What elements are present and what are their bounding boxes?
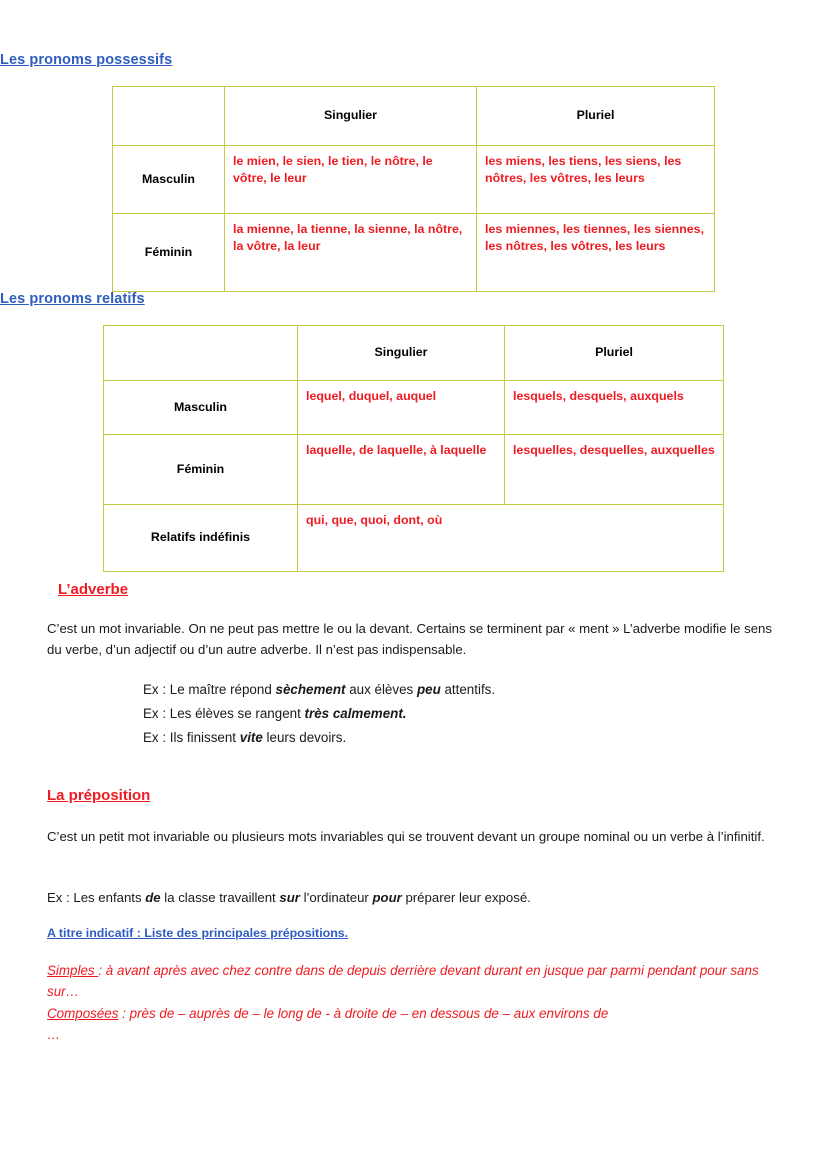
section-title-pronoms-possessifs <box>0 51 828 69</box>
list-composees-line <box>47 1003 787 1024</box>
column-header-singulier: Singulier <box>298 326 505 381</box>
paragraph-adverbe: C’est un mot invariable. On ne peut pas mettre le ou la devant. Certains se terminent par « ment » L’adverbe modifie le sens du verbe, d’un adjectif ou d’un autre adverbe. Il n’est pas indispensable. <box>47 621 772 658</box>
row-label-feminin: Féminin <box>104 435 298 505</box>
example-bold-tres-calmement: très calmement. <box>304 705 407 721</box>
cell-feminin-pluriel: les miennes, les tiennes, les siennes, les nôtres, les vôtres, les leurs <box>477 214 715 292</box>
example-suffix: attentifs. <box>440 682 496 697</box>
example-middle: leurs devoirs. <box>262 729 347 745</box>
heading-preposition-wrapper <box>47 787 150 805</box>
cell-masculin-singulier: lequel, duquel, auquel <box>298 381 505 435</box>
row-label-feminin: Féminin <box>113 214 225 292</box>
table-row <box>104 505 724 572</box>
cell-masculin-pluriel: les miens, les tiens, les siens, les nôtres, les vôtres, les leurs <box>477 146 715 214</box>
column-header-pluriel: Pluriel <box>477 87 715 146</box>
column-header-singulier: Singulier <box>225 87 477 146</box>
list-simples-line <box>47 960 787 1003</box>
table-row <box>104 381 724 435</box>
example-line <box>143 702 743 726</box>
label-composees: Composées <box>47 1005 119 1021</box>
example-bold-de: de <box>145 890 161 905</box>
cell-feminin-singulier: laquelle, de laquelle, à laquelle <box>298 435 505 505</box>
heading-adverbe: L’adverbe <box>58 581 129 598</box>
example-bold-sechement: sèchement <box>275 682 346 697</box>
example-preposition <box>47 887 787 908</box>
example-bold-vite: vite <box>239 729 263 745</box>
table-row <box>113 146 715 214</box>
example-middle: aux élèves <box>345 682 417 697</box>
column-header-pluriel: Pluriel <box>505 326 724 381</box>
example-prefix: Ex : Ils finissent <box>143 729 240 745</box>
example-part-3: l’ordinateur <box>299 890 373 905</box>
cell-masculin-singulier: le mien, le sien, le tien, le nôtre, le vôtre, le leur <box>225 146 477 214</box>
table-row <box>104 435 724 505</box>
examples-adverbe-list <box>143 678 743 750</box>
heading-adverbe-wrapper <box>58 581 128 599</box>
example-line <box>143 726 743 750</box>
example-prefix: Ex : Le maître répond <box>143 682 276 697</box>
example-bold-peu: peu <box>416 682 441 697</box>
table-pronoms-possessifs <box>112 86 715 292</box>
example-bold-pour: pour <box>372 890 402 905</box>
table-pronoms-relatifs <box>103 325 724 572</box>
section-heading: Les pronoms relatifs <box>0 291 145 307</box>
example-bold-sur: sur <box>279 890 300 905</box>
table-header-row <box>113 87 715 146</box>
cell-masculin-pluriel: lesquels, desquels, auxquels <box>505 381 724 435</box>
table-corner-cell <box>104 326 298 381</box>
list-prepositions <box>47 960 787 1046</box>
value-composees: : près de – auprès de – le long de - à droite de – en dessous de – aux environs de <box>118 1005 609 1021</box>
cell-relatifs-indefinis-value: qui, que, quoi, dont, où <box>298 505 724 572</box>
example-prefix: Ex : Les élèves se rangent <box>143 705 305 721</box>
value-simples: : à avant après avec chez contre dans de depuis derrière devant durant en jusque par parmi pendant pour sans sur… <box>47 963 759 1000</box>
cell-feminin-singulier: la mienne, la tienne, la sienne, la nôtre, la vôtre, la leur <box>225 214 477 292</box>
page-title: Les pronoms possessifs <box>0 52 173 68</box>
section-title-pronoms-relatifs <box>0 290 828 308</box>
table-corner-cell <box>113 87 225 146</box>
link-wrapper-prepositions <box>47 924 348 942</box>
label-simples: Simples <box>47 963 99 978</box>
table-row <box>113 214 715 292</box>
row-label-masculin: Masculin <box>104 381 298 435</box>
heading-preposition: La préposition <box>47 787 151 804</box>
example-line <box>143 678 743 702</box>
cell-feminin-pluriel: lesquelles, desquelles, auxquelles <box>505 435 724 505</box>
table-header-row <box>104 326 724 381</box>
link-liste-prepositions[interactable]: A titre indicatif : Liste des principales prépositions. <box>47 926 349 940</box>
list-ellipsis: … <box>47 1027 61 1043</box>
paragraph-preposition: C’est un petit mot invariable ou plusieurs mots invariables qui se trouvent devant un groupe nominal ou un verbe à l’infinitif. <box>47 829 765 844</box>
row-label-masculin: Masculin <box>113 146 225 214</box>
example-part-4: préparer leur exposé. <box>401 890 531 905</box>
example-part-1: Ex : Les enfants <box>47 890 146 905</box>
example-part-2: la classe travaillent <box>160 890 280 905</box>
row-label-relatifs-indefinis: Relatifs indéfinis <box>104 505 298 572</box>
